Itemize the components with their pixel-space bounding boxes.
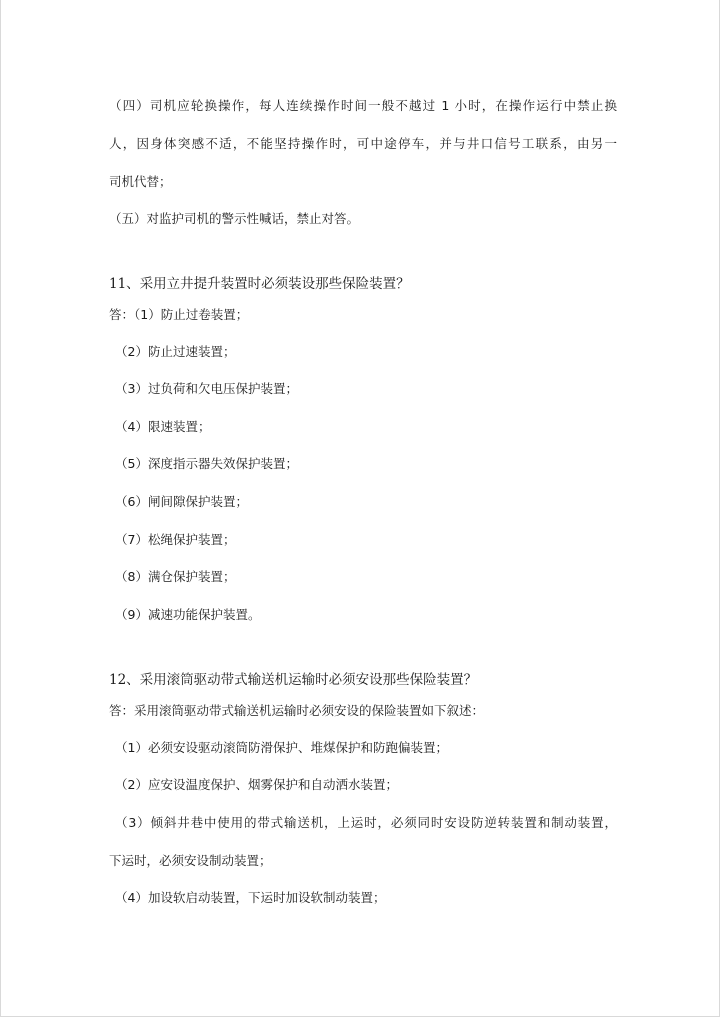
paragraph-item-4-line-1: （四）司机应轮换操作，每人连续操作时间一般不越过 1 小时，在操作运行中禁止换 [109, 98, 617, 113]
paragraph-item-4-line-3: 司机代替； [109, 174, 172, 189]
q12-answer-3-line-1: （3）倾斜井巷中使用的带式输送机，上运时，必须同时安设防逆转装置和制动装置， [115, 815, 617, 830]
q11-answer-9: （9）减速功能保护装置。 [115, 607, 261, 622]
q11-answer-4: （4）限速装置； [115, 419, 211, 434]
q12-answer-1: （1）必须安设驱动滚筒防滑保护、堆煤保护和防跑偏装置； [115, 740, 448, 755]
q11-answer-7: （7）松绳保护装置； [115, 532, 236, 547]
q11-answer-2: （2）防止过速装置； [115, 344, 236, 359]
q11-answer-6: （6）闸间隙保护装置； [115, 494, 248, 509]
question-12-heading: 12、采用滚筒驱动带式输送机运输时必须安设那些保险装置？ [109, 672, 478, 688]
q11-answer-3: （3）过负荷和欠电压保护装置； [115, 381, 298, 396]
q11-answer-5: （5）深度指示器失效保护装置； [115, 456, 298, 471]
q12-answer-2: （2）应安设温度保护、烟雾保护和自动洒水装置； [115, 777, 398, 792]
q11-answer-8: （8）满仓保护装置； [115, 569, 236, 584]
q11-answer-1: 答：（1）防止过卷装置； [109, 307, 249, 322]
q12-answer-3-line-2: 下运时，必须安设制动装置； [109, 853, 272, 868]
question-11-heading: 11、采用立井提升装置时必须装设那些保险装置？ [109, 276, 410, 292]
q12-answer-4: （4）加设软启动装置，下运时加设软制动装置； [115, 890, 386, 905]
paragraph-item-4-line-2: 人，因身体突感不适，不能坚持操作时，可中途停车，并与井口信号工联系，由另一 [109, 136, 617, 151]
paragraph-item-5: （五）对监护司机的警示性喊话，禁止对答。 [109, 211, 360, 226]
q12-answer-intro: 答：采用滚筒驱动带式输送机运输时必须安设的保险装置如下叙述： [109, 703, 485, 718]
